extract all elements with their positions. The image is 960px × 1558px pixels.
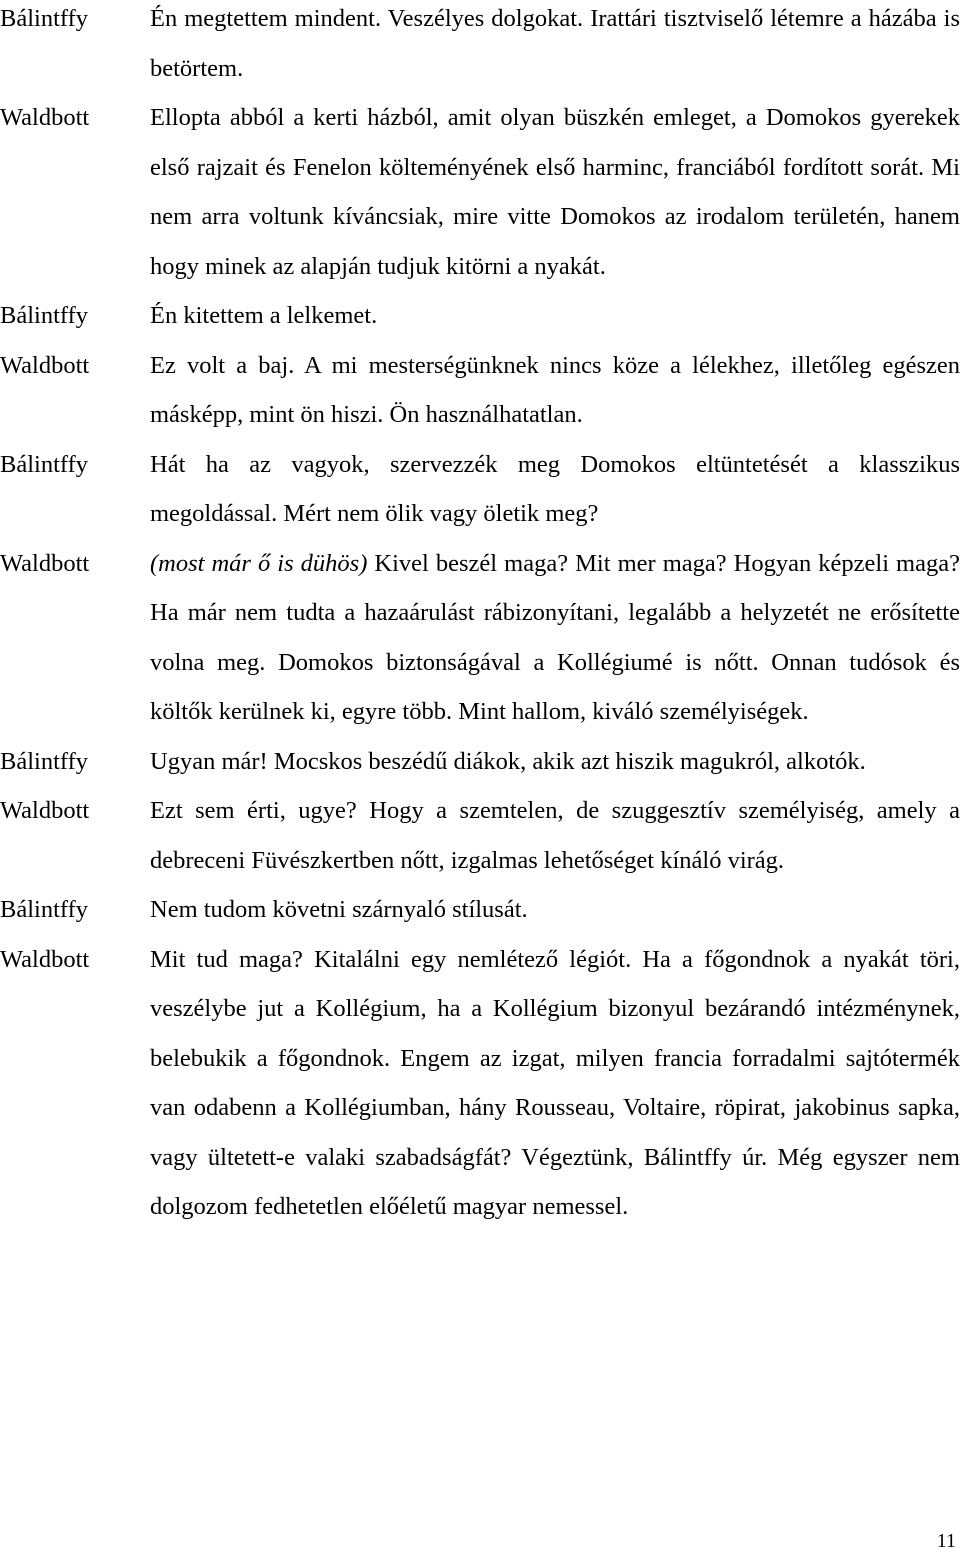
- speech-text: Nem tudom követni szárnyaló stílusát.: [150, 896, 528, 923]
- speaker-name: Bálintffy: [0, 450, 89, 478]
- speaker-name: Waldbott: [0, 104, 90, 131]
- speech-text: Én megtettem mindent. Veszélyes dolgokat. Irattári tisztviselő létemre a házába is betörtem.: [150, 5, 960, 82]
- dialogue-turn: [0, 440, 960, 539]
- speaker-name: Waldbott: [0, 797, 90, 824]
- speaker-name: Waldbott: [0, 549, 90, 577]
- dialogue-turn: [0, 737, 960, 787]
- speech-text: Ezt sem érti, ugye? Hogy a szemtelen, de szuggesztív személyiség, amely a debreceni Füvészkertben nőtt, izgalmas lehetőséget kínáló virág.: [150, 797, 960, 874]
- speaker-name: Bálintffy: [0, 896, 89, 923]
- speech-text: Ellopta abból a kerti házból, amit olyan büszkén emleget, a Domokos gyerekek első rajzait és Fenelon költeményének első harminc, franciából fordított sorát. Mi nem arra voltunk kíváncsiak, mire vitte Domokos az irodalom területén, hanem hogy minek az alapján tudjuk kitörni a nyakát.: [150, 104, 960, 280]
- page-number: 11: [936, 1530, 956, 1552]
- dialogue-turn: [0, 291, 960, 341]
- speaker-name: Bálintffy: [0, 747, 89, 775]
- speaker-name: Bálintffy: [0, 5, 89, 32]
- speech-text: Én kitettem a lelkemet.: [150, 302, 378, 329]
- dialogue-turn: [0, 935, 960, 1232]
- speaker-name: Bálintffy: [0, 302, 89, 329]
- speech-text: Kivel beszél maga? Mit mer maga? Hogyan képzeli maga? Ha már nem tudta a hazaárulást rábizonyítani, legalább a helyzetét ne erősítette volna meg. Domokos biztonságával a Kollégiumé is nőtt. Onnan tudósok és költők kerülnek ki, egyre több. Mint hallom, kiváló személyiségek.: [150, 549, 960, 725]
- speech-text: Mit tud maga? Kitalálni egy nemlétező légiót. Ha a főgondnok a nyakát töri, veszélybe jut a Kollégium, ha a Kollégium bizonyul bezárandó intézménynek, belebukik a főgondnok. Engem az izgat, milyen francia forradalmi sajtótermék van odabenn a Kollégiumban, hány Rousseau, Voltaire, röpirat, jakobinus sapka, vagy ültetett-e valaki szabadságfát? Végeztünk, Bálintffy úr. Még egyszer nem dolgozom fedhetetlen előéletű magyar nemessel.: [150, 945, 960, 1220]
- stage-direction: (most már ő is dühös): [150, 549, 368, 577]
- dialogue-turn: [0, 539, 960, 737]
- speech-text: Ugyan már! Mocskos beszédű diákok, akik azt hiszik magukról, alkotók.: [150, 747, 866, 775]
- speech-text: Ez volt a baj. A mi mesterségünknek nincs köze a lélekhez, illetőleg egészen másképp, mint ön hiszi. Ön használhatatlan.: [150, 351, 960, 428]
- dialogue-turn: [0, 0, 960, 93]
- dialogue-turn: [0, 341, 960, 440]
- dialogue-turn: [0, 93, 960, 291]
- dialogue-turn: [0, 786, 960, 885]
- speech-with-stage-direction: [150, 539, 960, 737]
- speaker-name: Waldbott: [0, 945, 90, 973]
- speech-text: Hát ha az vagyok, szervezzék meg Domokos eltüntetését a klasszikus megoldással. Mért nem ölik vagy öletik meg?: [150, 450, 960, 527]
- dialogue-turn: [0, 885, 960, 935]
- speaker-name: Waldbott: [0, 351, 90, 379]
